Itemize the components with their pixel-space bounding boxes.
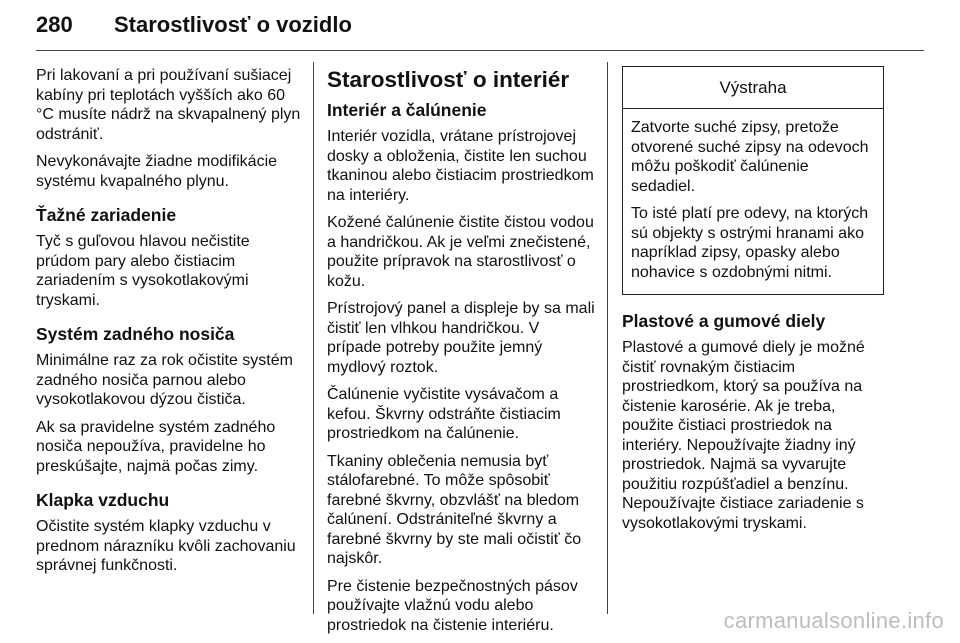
warning-body — [623, 109, 883, 294]
warning-paragraph: To isté platí pre odevy, na ktorých sú objekty s ostrými hranami ako napríklad zipsy, opasky alebo nohavice s ozdobnými nitmi. — [631, 205, 869, 281]
warning-title: Výstraha — [623, 67, 883, 109]
column-right — [622, 66, 887, 541]
header-divider — [36, 50, 924, 51]
paragraph: Kožené čalúnenie čistite čistou vodou a handričkou. Ak je veľmi znečistené, použite prípravok na starostlivosť o kožu. — [327, 214, 594, 290]
page-number: 280 — [36, 12, 73, 37]
paragraph: Tkaniny oblečenia nemusia byť stálofarebné. To môže spôsobiť farebné škvrny, obzvlášť na bledom čalúnení. Odstrániteľné škvrny a farebné škvrny by ste mali očistiť čo najskôr. — [327, 452, 582, 567]
section-heading-air-flap: Klapka vzduchu — [36, 490, 170, 510]
paragraph: Čalúnenie vyčistite vysávačom a kefou. Škvrny odstráňte čistiacim prostriedkom na čalúnenie. — [327, 386, 561, 442]
column-left — [36, 66, 302, 584]
column-divider-2 — [607, 62, 608, 614]
section-heading-interior-upholstery: Interiér a čalúnenie — [327, 100, 487, 120]
paragraph: Plastové a gumové diely je možné čistiť rovnakým čistiacim prostriedkom, ktorý sa používa na čistenie karosérie. Ak je treba, použite čistiaci prostriedok na interiéry. Nepoužívajte žiadny iný prostriedok. Najmä sa vyvarujte použitiu rozpúšťadiel a benzínu. Nepoužívajte čistiace zariadenie s vysokotlakovými tryskami. — [622, 339, 865, 532]
section-heading-plastic-rubber: Plastové a gumové diely — [622, 311, 826, 331]
paragraph: Tyč s guľovou hlavou nečistite prúdom pary alebo čistiacim zariadením s vysokotlakovými tryskami. — [36, 233, 250, 309]
section-heading-rear-carrier: Systém zadného nosiča — [36, 324, 235, 344]
warning-box — [622, 66, 884, 295]
warning-paragraph: Zatvorte suché zipsy, pretože otvorené suché zipsy na odevoch môžu poškodiť čalúnenie sedadiel. — [631, 119, 869, 195]
paragraph: Nevykonávajte žiadne modifikácie systému kvapalného plynu. — [36, 153, 278, 190]
paragraph: Interiér vozidla, vrátane prístrojovej dosky a obloženia, čistite len suchou tkaninou alebo čistiacim prostriedkom na interiéry. — [327, 128, 594, 204]
column-divider-1 — [313, 62, 314, 614]
section-heading-tow-bar: Ťažné zariadenie — [36, 205, 177, 225]
paragraph: Pre čistenie bezpečnostných pásov používajte vlažnú vodu alebo prostriedok na čistenie interiéru. — [327, 577, 578, 634]
paragraph: Očistite systém klapky vzduchu v prednom nárazníku kvôli zachovaniu správnej funkčnosti. — [36, 518, 296, 574]
chapter-heading-interior-care: Starostlivosť o interiér — [327, 67, 570, 92]
watermark: carmanualsonline.info — [723, 608, 944, 633]
paragraph: Pri lakovaní a pri používaní sušiacej kabíny pri teplotách vyšších ako 60 °C musíte nádrž na skvapalnený plyn odstrániť. — [36, 67, 301, 143]
paragraph: Minimálne raz za rok očistite systém zadného nosiča parnou alebo vysokotlakovou dýzou čističa. — [36, 352, 293, 408]
column-middle — [327, 66, 597, 643]
page-header — [0, 0, 960, 52]
page-title: Starostlivosť o vozidlo — [114, 12, 352, 37]
paragraph: Prístrojový panel a displeje by sa mali čistiť len vlhkou handričkou. V prípade potreby použite jemný mydlový roztok. — [327, 300, 595, 376]
paragraph: Ak sa pravidelne systém zadného nosiča nepoužíva, pravidelne ho preskúšajte, najmä počas zimy. — [36, 418, 276, 475]
